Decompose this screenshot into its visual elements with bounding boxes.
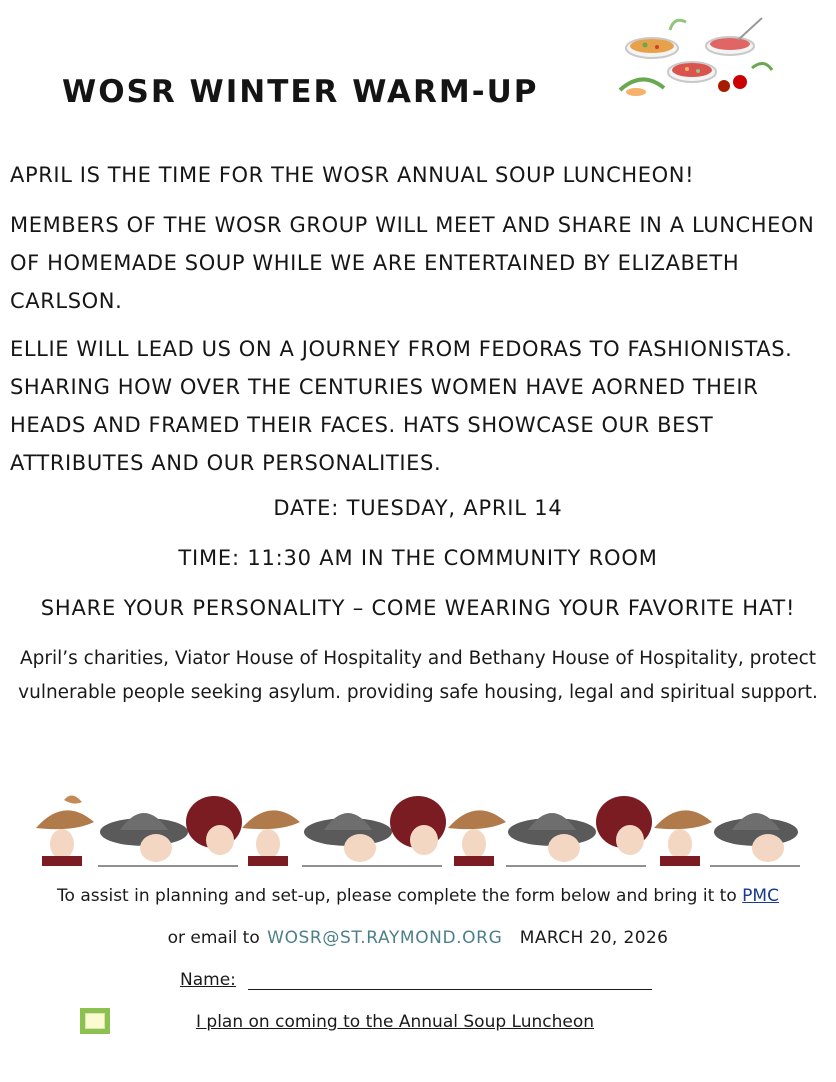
- assist-instructions: [0, 886, 836, 906]
- event-time: TIME: 11:30 AM IN THE COMMUNITY ROOM: [178, 546, 658, 570]
- name-field-row: [180, 970, 652, 990]
- email-line: [0, 928, 836, 948]
- speaker-paragraph: ELLIE WILL LEAD US ON A JOURNEY FROM FEDORAS TO FASHIONISTAS. SHARING HOW OVER THE CENTURIES WOMEN HAVE AORNED THEIR HEADS AND FRAMED THEIR FACES. HATS SHOWCASE OUR BEST ATTRIBUTES AND OUR PERSONALITIES.: [10, 337, 793, 475]
- assist-text: To assist in planning and set-up, please complete the form below and bring it to: [57, 886, 737, 906]
- event-date: DATE: TUESDAY, APRIL 14: [273, 496, 563, 520]
- checkbox-inner: [85, 1013, 105, 1029]
- email-prefix: or email to: [167, 928, 260, 948]
- members-paragraph: MEMBERS OF THE WOSR GROUP WILL MEET AND SHARE IN A LUNCHEON OF HOMEMADE SOUP WHILE WE ARE ENTERTAINED BY ELIZABETH CARLSON.: [10, 213, 815, 313]
- name-field[interactable]: [248, 973, 652, 990]
- page-title: WOSR WINTER WARM-UP: [62, 74, 539, 110]
- charities-paragraph: April’s charities, Viator House of Hospitality and Bethany House of Hospitality, protect vulnerable people seeking asylum. providing safe housing, legal and spiritual support.: [18, 648, 818, 703]
- attend-checkbox-label: I plan on coming to the Annual Soup Luncheon: [196, 1012, 595, 1032]
- name-label: Name:: [180, 970, 236, 990]
- soup-bowls-illustration: [612, 10, 776, 106]
- date-stamp: MARCH 20, 2026: [519, 928, 669, 948]
- hat-invitation: SHARE YOUR PERSONALITY – COME WEARING YOUR FAVORITE HAT!: [40, 596, 796, 620]
- vintage-hats-illustration: [34, 792, 804, 868]
- email-link[interactable]: WOSR@ST.RAYMOND.ORG: [267, 928, 503, 948]
- intro-paragraph: APRIL IS THE TIME FOR THE WOSR ANNUAL SOUP LUNCHEON!: [10, 163, 695, 187]
- attend-checkbox[interactable]: [80, 1008, 110, 1034]
- pmc-link[interactable]: PMC: [742, 886, 779, 906]
